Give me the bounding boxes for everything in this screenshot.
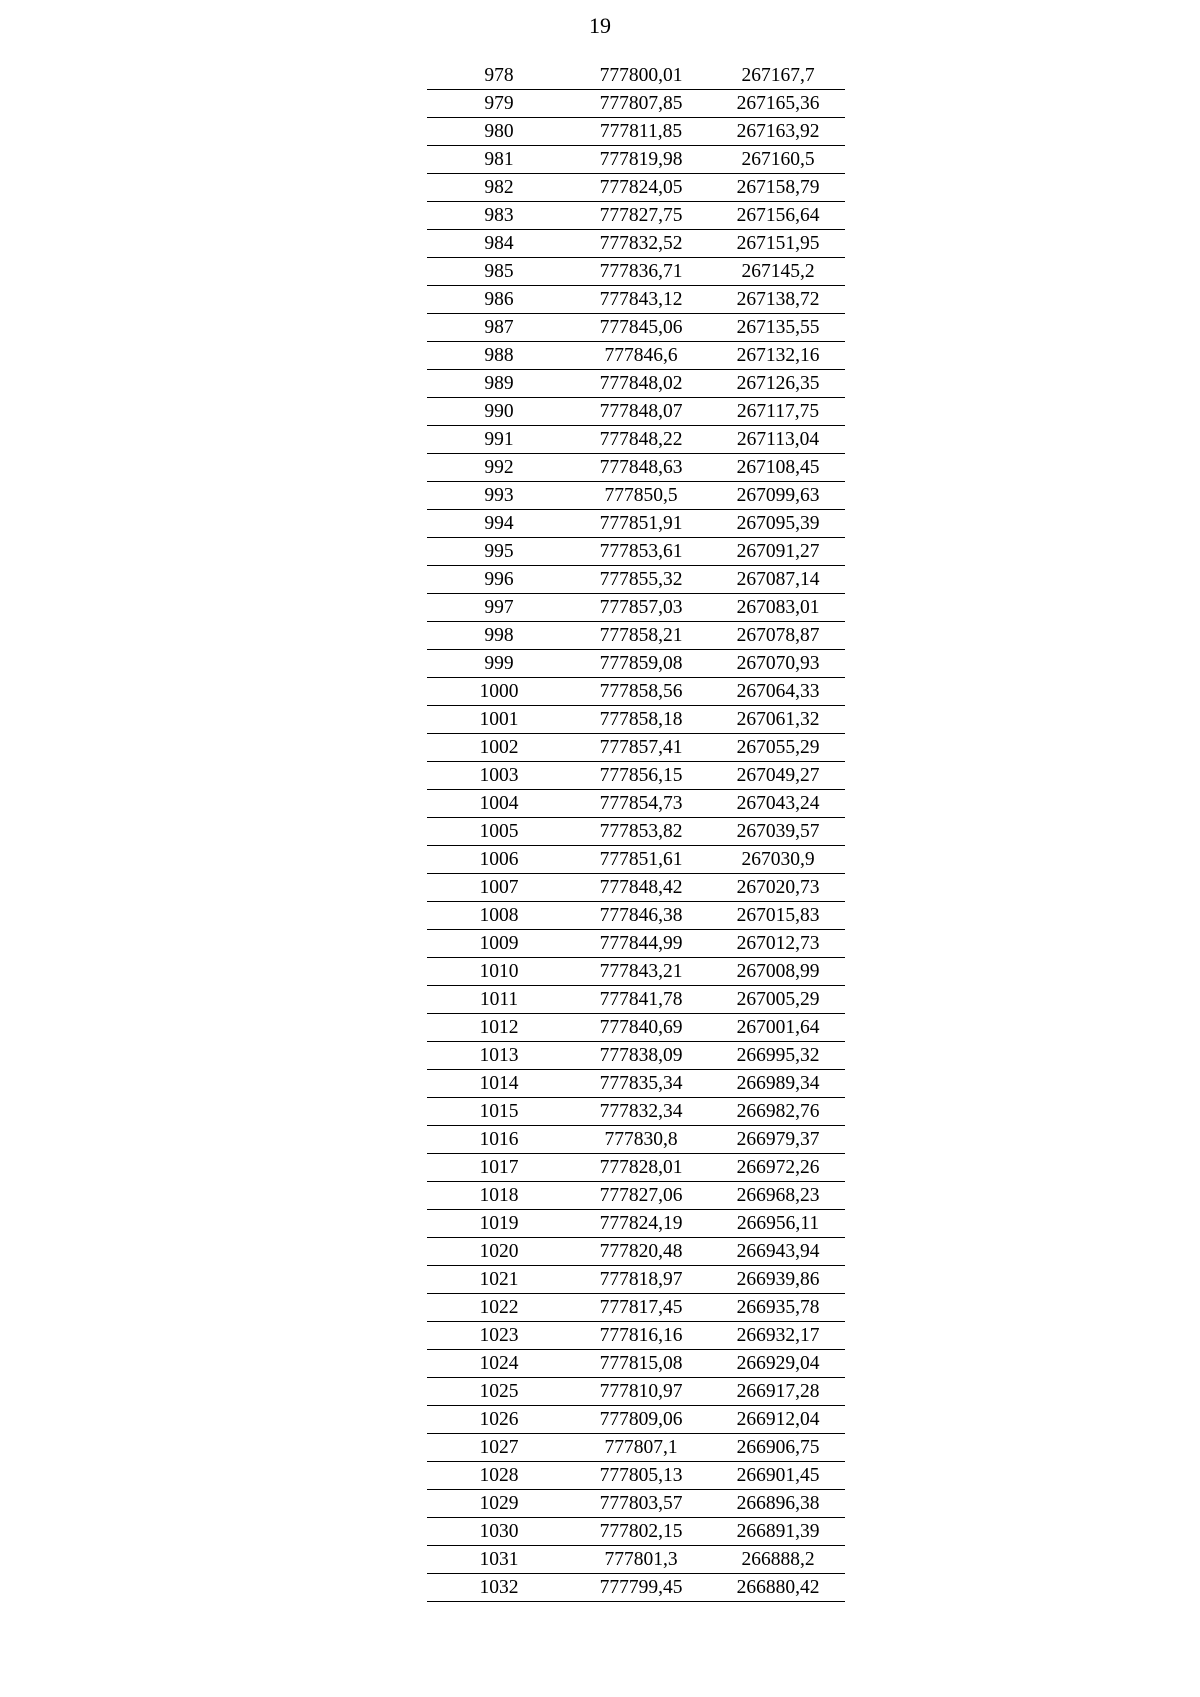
x-coordinate-cell: 777853,61 xyxy=(571,538,711,566)
y-coordinate-cell: 266968,23 xyxy=(711,1182,845,1210)
table-row xyxy=(427,790,845,818)
point-number-cell: 1019 xyxy=(427,1210,571,1238)
x-coordinate-cell: 777850,5 xyxy=(571,482,711,510)
point-number-cell: 996 xyxy=(427,566,571,594)
table-row xyxy=(427,762,845,790)
table-row xyxy=(427,986,845,1014)
x-coordinate-cell: 777815,08 xyxy=(571,1350,711,1378)
table-row xyxy=(427,230,845,258)
table-row xyxy=(427,1266,845,1294)
x-coordinate-cell: 777807,85 xyxy=(571,90,711,118)
y-coordinate-cell: 267012,73 xyxy=(711,930,845,958)
y-coordinate-cell: 266939,86 xyxy=(711,1266,845,1294)
y-coordinate-cell: 267064,33 xyxy=(711,678,845,706)
y-coordinate-cell: 267095,39 xyxy=(711,510,845,538)
y-coordinate-cell: 267145,2 xyxy=(711,258,845,286)
table-row xyxy=(427,510,845,538)
point-number-cell: 995 xyxy=(427,538,571,566)
point-number-cell: 987 xyxy=(427,314,571,342)
table-row xyxy=(427,1406,845,1434)
x-coordinate-cell: 777851,61 xyxy=(571,846,711,874)
table-row xyxy=(427,1238,845,1266)
y-coordinate-cell: 267008,99 xyxy=(711,958,845,986)
y-coordinate-cell: 266906,75 xyxy=(711,1434,845,1462)
table-row xyxy=(427,874,845,902)
table-row xyxy=(427,1154,845,1182)
table-row xyxy=(427,958,845,986)
point-number-cell: 994 xyxy=(427,510,571,538)
x-coordinate-cell: 777859,08 xyxy=(571,650,711,678)
y-coordinate-cell: 266896,38 xyxy=(711,1490,845,1518)
y-coordinate-cell: 267151,95 xyxy=(711,230,845,258)
y-coordinate-cell: 266917,28 xyxy=(711,1378,845,1406)
x-coordinate-cell: 777851,91 xyxy=(571,510,711,538)
point-number-cell: 1004 xyxy=(427,790,571,818)
point-number-cell: 1022 xyxy=(427,1294,571,1322)
point-number-cell: 984 xyxy=(427,230,571,258)
point-number-cell: 1011 xyxy=(427,986,571,1014)
point-number-cell: 998 xyxy=(427,622,571,650)
point-number-cell: 1006 xyxy=(427,846,571,874)
x-coordinate-cell: 777801,3 xyxy=(571,1546,711,1574)
table-row xyxy=(427,1490,845,1518)
coordinates-table-body xyxy=(427,62,845,1602)
point-number-cell: 1026 xyxy=(427,1406,571,1434)
point-number-cell: 1013 xyxy=(427,1042,571,1070)
page-number: 19 xyxy=(589,13,611,38)
point-number-cell: 1020 xyxy=(427,1238,571,1266)
y-coordinate-cell: 267061,32 xyxy=(711,706,845,734)
table-row xyxy=(427,202,845,230)
x-coordinate-cell: 777819,98 xyxy=(571,146,711,174)
table-row xyxy=(427,678,845,706)
x-coordinate-cell: 777805,13 xyxy=(571,1462,711,1490)
y-coordinate-cell: 266935,78 xyxy=(711,1294,845,1322)
point-number-cell: 978 xyxy=(427,62,571,90)
x-coordinate-cell: 777853,82 xyxy=(571,818,711,846)
table-row xyxy=(427,1546,845,1574)
table-row xyxy=(427,650,845,678)
x-coordinate-cell: 777848,42 xyxy=(571,874,711,902)
point-number-cell: 985 xyxy=(427,258,571,286)
x-coordinate-cell: 777855,32 xyxy=(571,566,711,594)
y-coordinate-cell: 267015,83 xyxy=(711,902,845,930)
y-coordinate-cell: 267099,63 xyxy=(711,482,845,510)
table-row xyxy=(427,1042,845,1070)
x-coordinate-cell: 777840,69 xyxy=(571,1014,711,1042)
table-row xyxy=(427,1350,845,1378)
point-number-cell: 1024 xyxy=(427,1350,571,1378)
table-row xyxy=(427,258,845,286)
y-coordinate-cell: 267020,73 xyxy=(711,874,845,902)
x-coordinate-cell: 777854,73 xyxy=(571,790,711,818)
y-coordinate-cell: 267117,75 xyxy=(711,398,845,426)
table-row xyxy=(427,314,845,342)
x-coordinate-cell: 777810,97 xyxy=(571,1378,711,1406)
table-row xyxy=(427,1462,845,1490)
x-coordinate-cell: 777828,01 xyxy=(571,1154,711,1182)
x-coordinate-cell: 777799,45 xyxy=(571,1574,711,1602)
point-number-cell: 1001 xyxy=(427,706,571,734)
y-coordinate-cell: 266880,42 xyxy=(711,1574,845,1602)
y-coordinate-cell: 267135,55 xyxy=(711,314,845,342)
table-row xyxy=(427,370,845,398)
point-number-cell: 993 xyxy=(427,482,571,510)
x-coordinate-cell: 777848,22 xyxy=(571,426,711,454)
table-row xyxy=(427,62,845,90)
point-number-cell: 1015 xyxy=(427,1098,571,1126)
point-number-cell: 1027 xyxy=(427,1434,571,1462)
x-coordinate-cell: 777858,21 xyxy=(571,622,711,650)
point-number-cell: 1012 xyxy=(427,1014,571,1042)
x-coordinate-cell: 777858,18 xyxy=(571,706,711,734)
y-coordinate-cell: 267083,01 xyxy=(711,594,845,622)
point-number-cell: 991 xyxy=(427,426,571,454)
y-coordinate-cell: 266901,45 xyxy=(711,1462,845,1490)
table-row xyxy=(427,594,845,622)
x-coordinate-cell: 777827,06 xyxy=(571,1182,711,1210)
point-number-cell: 1014 xyxy=(427,1070,571,1098)
y-coordinate-cell: 267055,29 xyxy=(711,734,845,762)
point-number-cell: 1028 xyxy=(427,1462,571,1490)
x-coordinate-cell: 777844,99 xyxy=(571,930,711,958)
y-coordinate-cell: 267005,29 xyxy=(711,986,845,1014)
table-row xyxy=(427,146,845,174)
y-coordinate-cell: 266995,32 xyxy=(711,1042,845,1070)
point-number-cell: 1030 xyxy=(427,1518,571,1546)
point-number-cell: 999 xyxy=(427,650,571,678)
x-coordinate-cell: 777803,57 xyxy=(571,1490,711,1518)
x-coordinate-cell: 777816,16 xyxy=(571,1322,711,1350)
y-coordinate-cell: 266932,17 xyxy=(711,1322,845,1350)
point-number-cell: 1023 xyxy=(427,1322,571,1350)
point-number-cell: 1000 xyxy=(427,678,571,706)
x-coordinate-cell: 777811,85 xyxy=(571,118,711,146)
x-coordinate-cell: 777820,48 xyxy=(571,1238,711,1266)
table-row xyxy=(427,1098,845,1126)
y-coordinate-cell: 267156,64 xyxy=(711,202,845,230)
table-row xyxy=(427,706,845,734)
table-row xyxy=(427,342,845,370)
table-row xyxy=(427,1518,845,1546)
x-coordinate-cell: 777843,12 xyxy=(571,286,711,314)
table-row xyxy=(427,482,845,510)
point-number-cell: 983 xyxy=(427,202,571,230)
x-coordinate-cell: 777818,97 xyxy=(571,1266,711,1294)
table-row xyxy=(427,398,845,426)
table-row xyxy=(427,1434,845,1462)
point-number-cell: 1008 xyxy=(427,902,571,930)
point-number-cell: 1031 xyxy=(427,1546,571,1574)
y-coordinate-cell: 267001,64 xyxy=(711,1014,845,1042)
x-coordinate-cell: 777838,09 xyxy=(571,1042,711,1070)
table-row xyxy=(427,1126,845,1154)
point-number-cell: 1017 xyxy=(427,1154,571,1182)
x-coordinate-cell: 777802,15 xyxy=(571,1518,711,1546)
table-row xyxy=(427,538,845,566)
x-coordinate-cell: 777841,78 xyxy=(571,986,711,1014)
point-number-cell: 988 xyxy=(427,342,571,370)
table-row xyxy=(427,566,845,594)
x-coordinate-cell: 777848,63 xyxy=(571,454,711,482)
y-coordinate-cell: 266943,94 xyxy=(711,1238,845,1266)
point-number-cell: 979 xyxy=(427,90,571,118)
point-number-cell: 1029 xyxy=(427,1490,571,1518)
table-row xyxy=(427,1182,845,1210)
x-coordinate-cell: 777835,34 xyxy=(571,1070,711,1098)
y-coordinate-cell: 266929,04 xyxy=(711,1350,845,1378)
point-number-cell: 982 xyxy=(427,174,571,202)
y-coordinate-cell: 266912,04 xyxy=(711,1406,845,1434)
table-row xyxy=(427,734,845,762)
y-coordinate-cell: 267091,27 xyxy=(711,538,845,566)
x-coordinate-cell: 777824,19 xyxy=(571,1210,711,1238)
y-coordinate-cell: 267078,87 xyxy=(711,622,845,650)
point-number-cell: 1025 xyxy=(427,1378,571,1406)
point-number-cell: 1021 xyxy=(427,1266,571,1294)
point-number-cell: 1009 xyxy=(427,930,571,958)
y-coordinate-cell: 267132,16 xyxy=(711,342,845,370)
point-number-cell: 1005 xyxy=(427,818,571,846)
y-coordinate-cell: 267167,7 xyxy=(711,62,845,90)
point-number-cell: 1016 xyxy=(427,1126,571,1154)
table-row xyxy=(427,426,845,454)
x-coordinate-cell: 777848,07 xyxy=(571,398,711,426)
y-coordinate-cell: 267165,36 xyxy=(711,90,845,118)
y-coordinate-cell: 266888,2 xyxy=(711,1546,845,1574)
y-coordinate-cell: 267138,72 xyxy=(711,286,845,314)
table-row xyxy=(427,930,845,958)
x-coordinate-cell: 777845,06 xyxy=(571,314,711,342)
x-coordinate-cell: 777836,71 xyxy=(571,258,711,286)
point-number-cell: 992 xyxy=(427,454,571,482)
y-coordinate-cell: 266982,76 xyxy=(711,1098,845,1126)
y-coordinate-cell: 266989,34 xyxy=(711,1070,845,1098)
y-coordinate-cell: 266891,39 xyxy=(711,1518,845,1546)
y-coordinate-cell: 267163,92 xyxy=(711,118,845,146)
point-number-cell: 990 xyxy=(427,398,571,426)
point-number-cell: 997 xyxy=(427,594,571,622)
table-row xyxy=(427,1014,845,1042)
x-coordinate-cell: 777857,03 xyxy=(571,594,711,622)
x-coordinate-cell: 777827,75 xyxy=(571,202,711,230)
x-coordinate-cell: 777858,56 xyxy=(571,678,711,706)
x-coordinate-cell: 777832,34 xyxy=(571,1098,711,1126)
x-coordinate-cell: 777846,38 xyxy=(571,902,711,930)
x-coordinate-cell: 777856,15 xyxy=(571,762,711,790)
y-coordinate-cell: 267113,04 xyxy=(711,426,845,454)
y-coordinate-cell: 267160,5 xyxy=(711,146,845,174)
table-row xyxy=(427,1070,845,1098)
table-row xyxy=(427,902,845,930)
y-coordinate-cell: 267158,79 xyxy=(711,174,845,202)
table-row xyxy=(427,454,845,482)
table-row xyxy=(427,1378,845,1406)
table-row xyxy=(427,90,845,118)
point-number-cell: 1010 xyxy=(427,958,571,986)
point-number-cell: 989 xyxy=(427,370,571,398)
point-number-cell: 986 xyxy=(427,286,571,314)
x-coordinate-cell: 777824,05 xyxy=(571,174,711,202)
point-number-cell: 1002 xyxy=(427,734,571,762)
table-row xyxy=(427,1210,845,1238)
y-coordinate-cell: 267030,9 xyxy=(711,846,845,874)
y-coordinate-cell: 266972,26 xyxy=(711,1154,845,1182)
point-number-cell: 1032 xyxy=(427,1574,571,1602)
point-number-cell: 980 xyxy=(427,118,571,146)
x-coordinate-cell: 777857,41 xyxy=(571,734,711,762)
y-coordinate-cell: 267039,57 xyxy=(711,818,845,846)
table-row xyxy=(427,1294,845,1322)
point-number-cell: 981 xyxy=(427,146,571,174)
point-number-cell: 1007 xyxy=(427,874,571,902)
y-coordinate-cell: 267108,45 xyxy=(711,454,845,482)
table-row xyxy=(427,818,845,846)
table-row xyxy=(427,846,845,874)
x-coordinate-cell: 777817,45 xyxy=(571,1294,711,1322)
x-coordinate-cell: 777843,21 xyxy=(571,958,711,986)
table-row xyxy=(427,118,845,146)
x-coordinate-cell: 777832,52 xyxy=(571,230,711,258)
point-number-cell: 1018 xyxy=(427,1182,571,1210)
y-coordinate-cell: 267070,93 xyxy=(711,650,845,678)
table-row xyxy=(427,174,845,202)
x-coordinate-cell: 777800,01 xyxy=(571,62,711,90)
y-coordinate-cell: 267087,14 xyxy=(711,566,845,594)
table-row xyxy=(427,622,845,650)
table-row xyxy=(427,1322,845,1350)
y-coordinate-cell: 267126,35 xyxy=(711,370,845,398)
y-coordinate-cell: 266956,11 xyxy=(711,1210,845,1238)
y-coordinate-cell: 266979,37 xyxy=(711,1126,845,1154)
x-coordinate-cell: 777830,8 xyxy=(571,1126,711,1154)
x-coordinate-cell: 777846,6 xyxy=(571,342,711,370)
x-coordinate-cell: 777809,06 xyxy=(571,1406,711,1434)
y-coordinate-cell: 267049,27 xyxy=(711,762,845,790)
point-number-cell: 1003 xyxy=(427,762,571,790)
table-row xyxy=(427,1574,845,1602)
y-coordinate-cell: 267043,24 xyxy=(711,790,845,818)
coordinates-table xyxy=(427,62,845,1602)
table-row xyxy=(427,286,845,314)
x-coordinate-cell: 777848,02 xyxy=(571,370,711,398)
x-coordinate-cell: 777807,1 xyxy=(571,1434,711,1462)
